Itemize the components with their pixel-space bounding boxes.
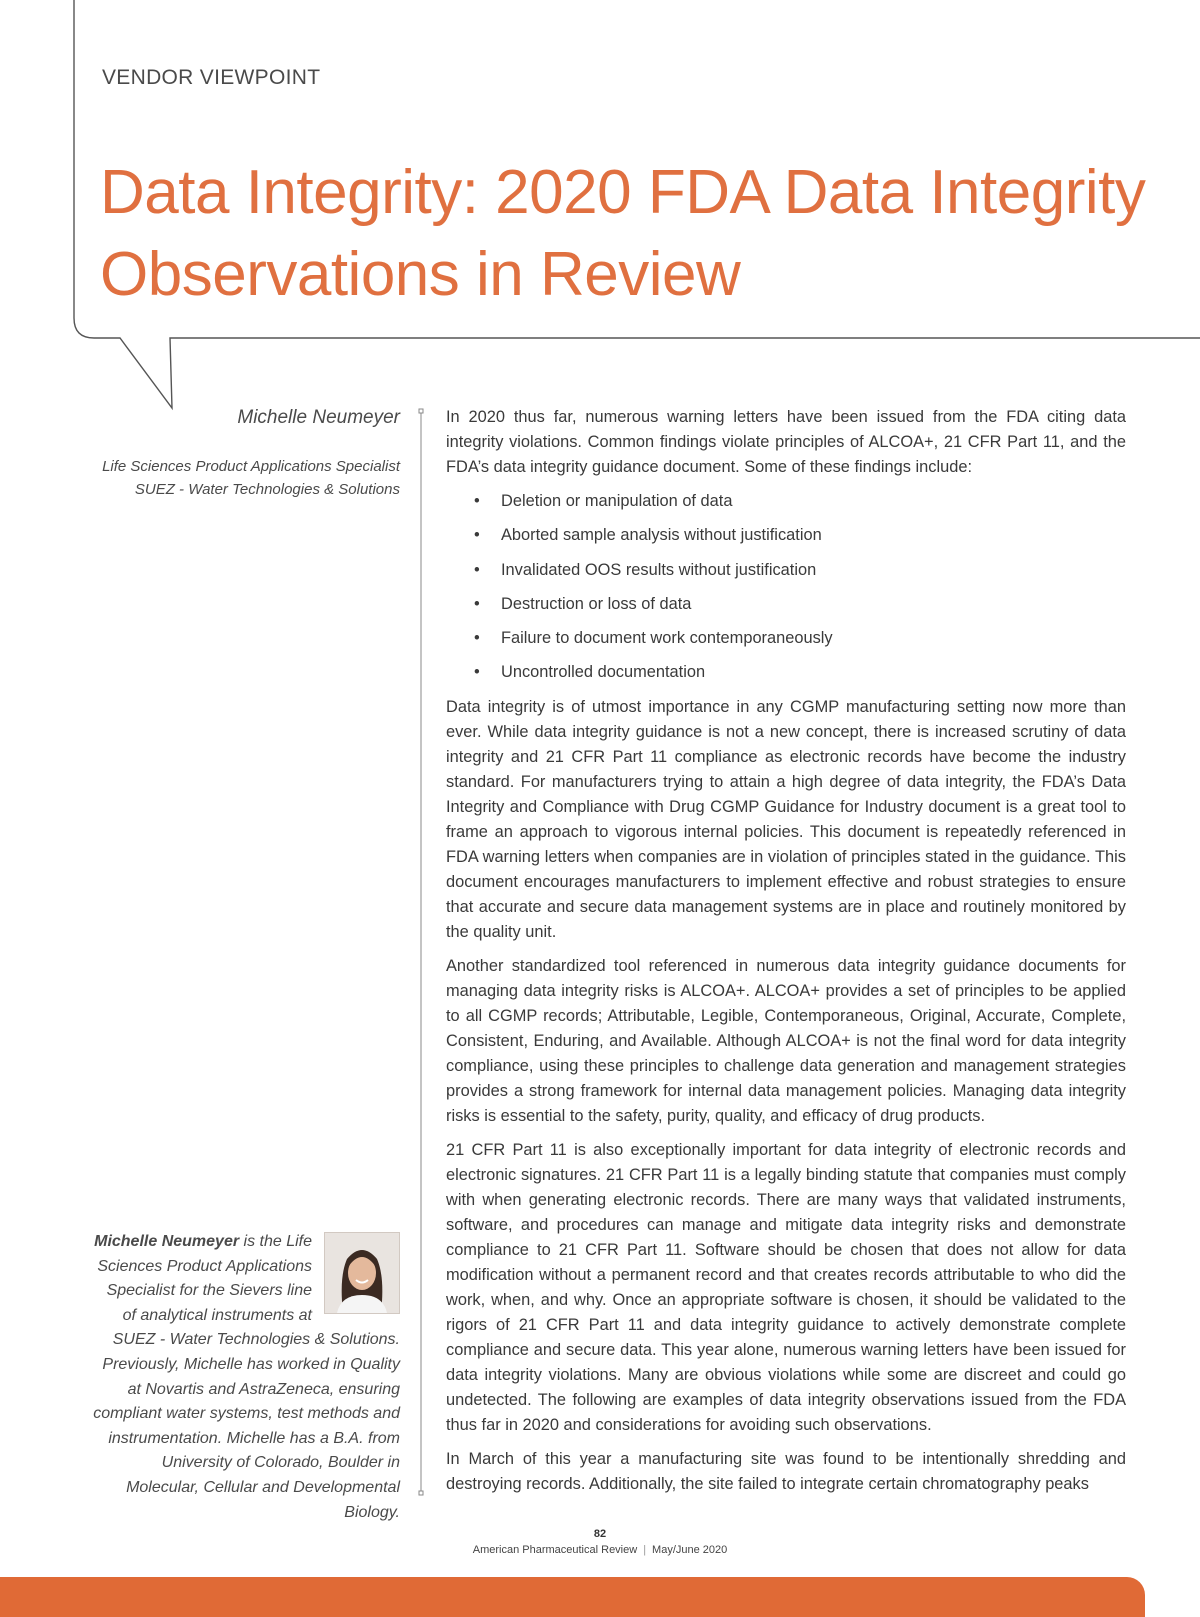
bio-author-name: Michelle Neumeyer <box>94 1233 240 1250</box>
findings-list <box>446 489 1126 685</box>
list-item-text: Aborted sample analysis without justification <box>501 526 822 545</box>
list-item-text: Invalidated OOS results without justification <box>501 560 817 579</box>
bullet-icon: • <box>474 560 480 579</box>
author-name: Michelle Neumeyer <box>237 407 400 428</box>
list-item <box>446 489 1126 514</box>
page-number: 82 <box>593 1528 607 1540</box>
bullet-icon: • <box>474 663 480 682</box>
list-item <box>446 660 1126 685</box>
list-item <box>446 626 1126 651</box>
author-role-line: Life Sciences Product Applications Specialist <box>102 458 400 475</box>
column-divider <box>416 408 426 1498</box>
author-affiliation <box>102 455 400 501</box>
author-bio <box>92 1230 400 1525</box>
list-item <box>446 558 1126 583</box>
paragraph-march: In March of this year a manufacturing site was found to be intentionally shredding and destroying records. Additionally, the site failed to integrate certain chromatography peaks <box>446 1449 1126 1493</box>
separator: | <box>643 1544 647 1556</box>
article-title: Data Integrity: 2020 FDA Data Integrity Observations in Review <box>100 158 1146 309</box>
bullet-icon: • <box>474 629 480 648</box>
intro-paragraph: In 2020 thus far, numerous warning letters have been issued from the FDA citing data integrity violations. Common findings violate principles of ALCOA+, 21 CFR Part 11, and the FDA’s data integrity guidance document. Some of these findings include: <box>446 408 1126 476</box>
list-item <box>446 523 1126 548</box>
list-item-text: Deletion or manipulation of data <box>501 492 733 510</box>
bullet-icon: • <box>474 492 480 510</box>
author-company-line: SUEZ - Water Technologies & Solutions <box>134 481 400 498</box>
author-photo <box>324 1232 400 1314</box>
article-body <box>446 405 1126 1506</box>
list-item-text: Uncontrolled documentation <box>501 663 706 682</box>
list-item-text: Destruction or loss of data <box>501 594 692 613</box>
paragraph-cgmp: Data integrity is of utmost importance in any CGMP manufacturing setting now more than ever. While data integrity guidance is not a new concept, there is increased scrutiny of data integrity and 21 CFR Part 11 compliance as electronic records have become the industry standard. For manufacturers trying to attain a high degree of data integrity, the FDA’s Data Integrity and Compliance with Drug CGMP Guidance for Industry document is a great tool to frame an approach to vigorous internal policies. This document is repeatedly referenced in FDA warning letters when companies are in violation of principles stated in the guidance. This document encourages manufacturers to implement effective and robust strategies to ensure that accurate and secure data management systems are in place and routinely monitored by the quality unit. <box>446 697 1126 941</box>
paragraph-part11: 21 CFR Part 11 is also exceptionally important for data integrity of electronic records and electronic signatures. 21 CFR Part 11 is a legally binding statute that companies must comply with when generating electronic records. There are many ways that validated instruments, software, and procedures can manage and mitigate data integrity risks and demonstrate compliance to 21 CFR Part 11. Software should be chosen that does not allow for data modification without a permanent record and that creates records attributable to who did the work, when, and why. Once an appropriate software is chosen, it should be validated to the rigors of 21 CFR Part 11 and data integrity guidance to actively demonstrate complete compliance and secure data. This year alone, numerous warning letters have been issued for data integrity violations. Many are obvious violations while some are discreet and could go undetected. The following are examples of data integrity observations issued from the FDA thus far in 2020 and considerations for avoiding such observations. <box>446 1140 1126 1434</box>
bio-text: is the Life Sciences Product Applications Specialist for the Sievers line of analytical instruments at SUEZ - Water Technologies & Solutions. Previously, Michelle has worked in Quality at Novartis and AstraZeneca, ensuring compliant water systems, test methods and instrumentation. Michelle has a B.A. from University of Colorado, Boulder in Molecular, Cellular and Developmental Biology. <box>93 1233 400 1521</box>
publication-name: American Pharmaceutical Review <box>472 1544 638 1556</box>
section-label: VENDOR VIEWPOINT <box>102 66 321 89</box>
paragraph-alcoa: Another standardized tool referenced in numerous data integrity guidance documents for managing data integrity risks is ALCOA+. ALCOA+ provides a set of principles to be applied to all CGMP records; Attributable, Legible, Contemporaneous, Original, Accurate, Complete, Consistent, Enduring, and Available. Although ALCOA+ is not the final word for data integrity compliance, using these principles to challenge data generation and management strategies provides a strong framework for internal data management policies. Managing data integrity risks is essential to the safety, purity, quality, and efficacy of drug products. <box>446 956 1126 1125</box>
footer-accent-bar <box>0 1577 1145 1617</box>
bullet-icon: • <box>474 526 480 545</box>
publication-line <box>0 1544 1200 1556</box>
bullet-icon: • <box>474 594 480 613</box>
list-item-text: Failure to document work contemporaneously <box>501 629 833 648</box>
list-item <box>446 592 1126 617</box>
issue-date: May/June 2020 <box>652 1544 728 1556</box>
